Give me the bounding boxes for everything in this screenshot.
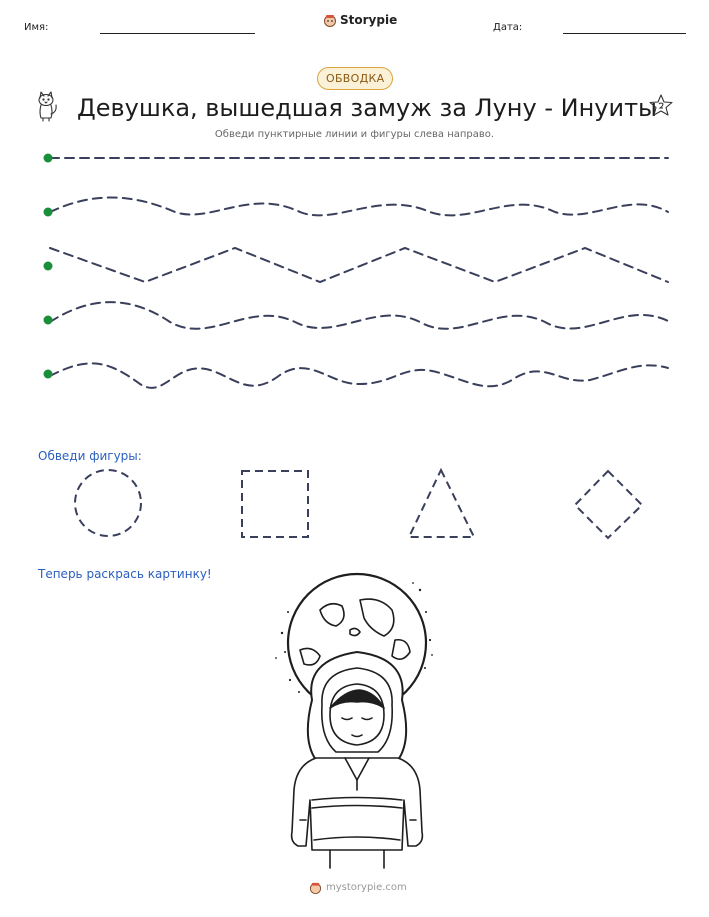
tracing-line-wave xyxy=(50,198,668,216)
tracing-line-zigzag xyxy=(50,248,668,282)
start-dot xyxy=(44,154,53,163)
tracing-lines xyxy=(0,140,709,400)
date-label: Дата: xyxy=(493,22,523,33)
tracing-line-wave-large xyxy=(50,302,670,329)
fox-icon xyxy=(33,90,59,122)
tracing-triangle xyxy=(409,470,474,537)
star-icon xyxy=(649,94,673,116)
coloring-heading: Теперь раскрась картинку! xyxy=(38,567,212,581)
start-dot xyxy=(44,208,53,217)
shapes-heading: Обведи фигуры: xyxy=(38,449,142,463)
name-label: Имя: xyxy=(24,22,49,33)
start-dots xyxy=(44,154,53,379)
footer-url[interactable]: mystorypie.com xyxy=(326,882,407,893)
storypie-logo-icon xyxy=(323,13,337,27)
start-dot xyxy=(44,370,53,379)
instructions: Обведи пунктирные линии и фигуры слева направо. xyxy=(214,129,495,140)
brand-name: Storypie xyxy=(340,13,398,27)
page-title: Девушка, вышедшая замуж за Луну - Инуиты xyxy=(77,94,657,122)
start-dot xyxy=(44,316,53,325)
footer xyxy=(309,881,407,894)
storypie-logo-icon xyxy=(309,881,322,894)
tracing-circle xyxy=(75,470,141,536)
date-field-line[interactable] xyxy=(563,33,686,34)
name-field-line[interactable] xyxy=(100,33,255,34)
brand xyxy=(323,13,397,27)
start-dot xyxy=(44,262,53,271)
tracing-line-loops xyxy=(50,363,668,387)
coloring-picture xyxy=(270,572,445,872)
activity-badge: ОБВОДКА xyxy=(317,67,393,90)
tracing-square xyxy=(242,471,308,537)
tracing-diamond xyxy=(575,471,642,538)
tracing-shapes xyxy=(0,460,709,550)
